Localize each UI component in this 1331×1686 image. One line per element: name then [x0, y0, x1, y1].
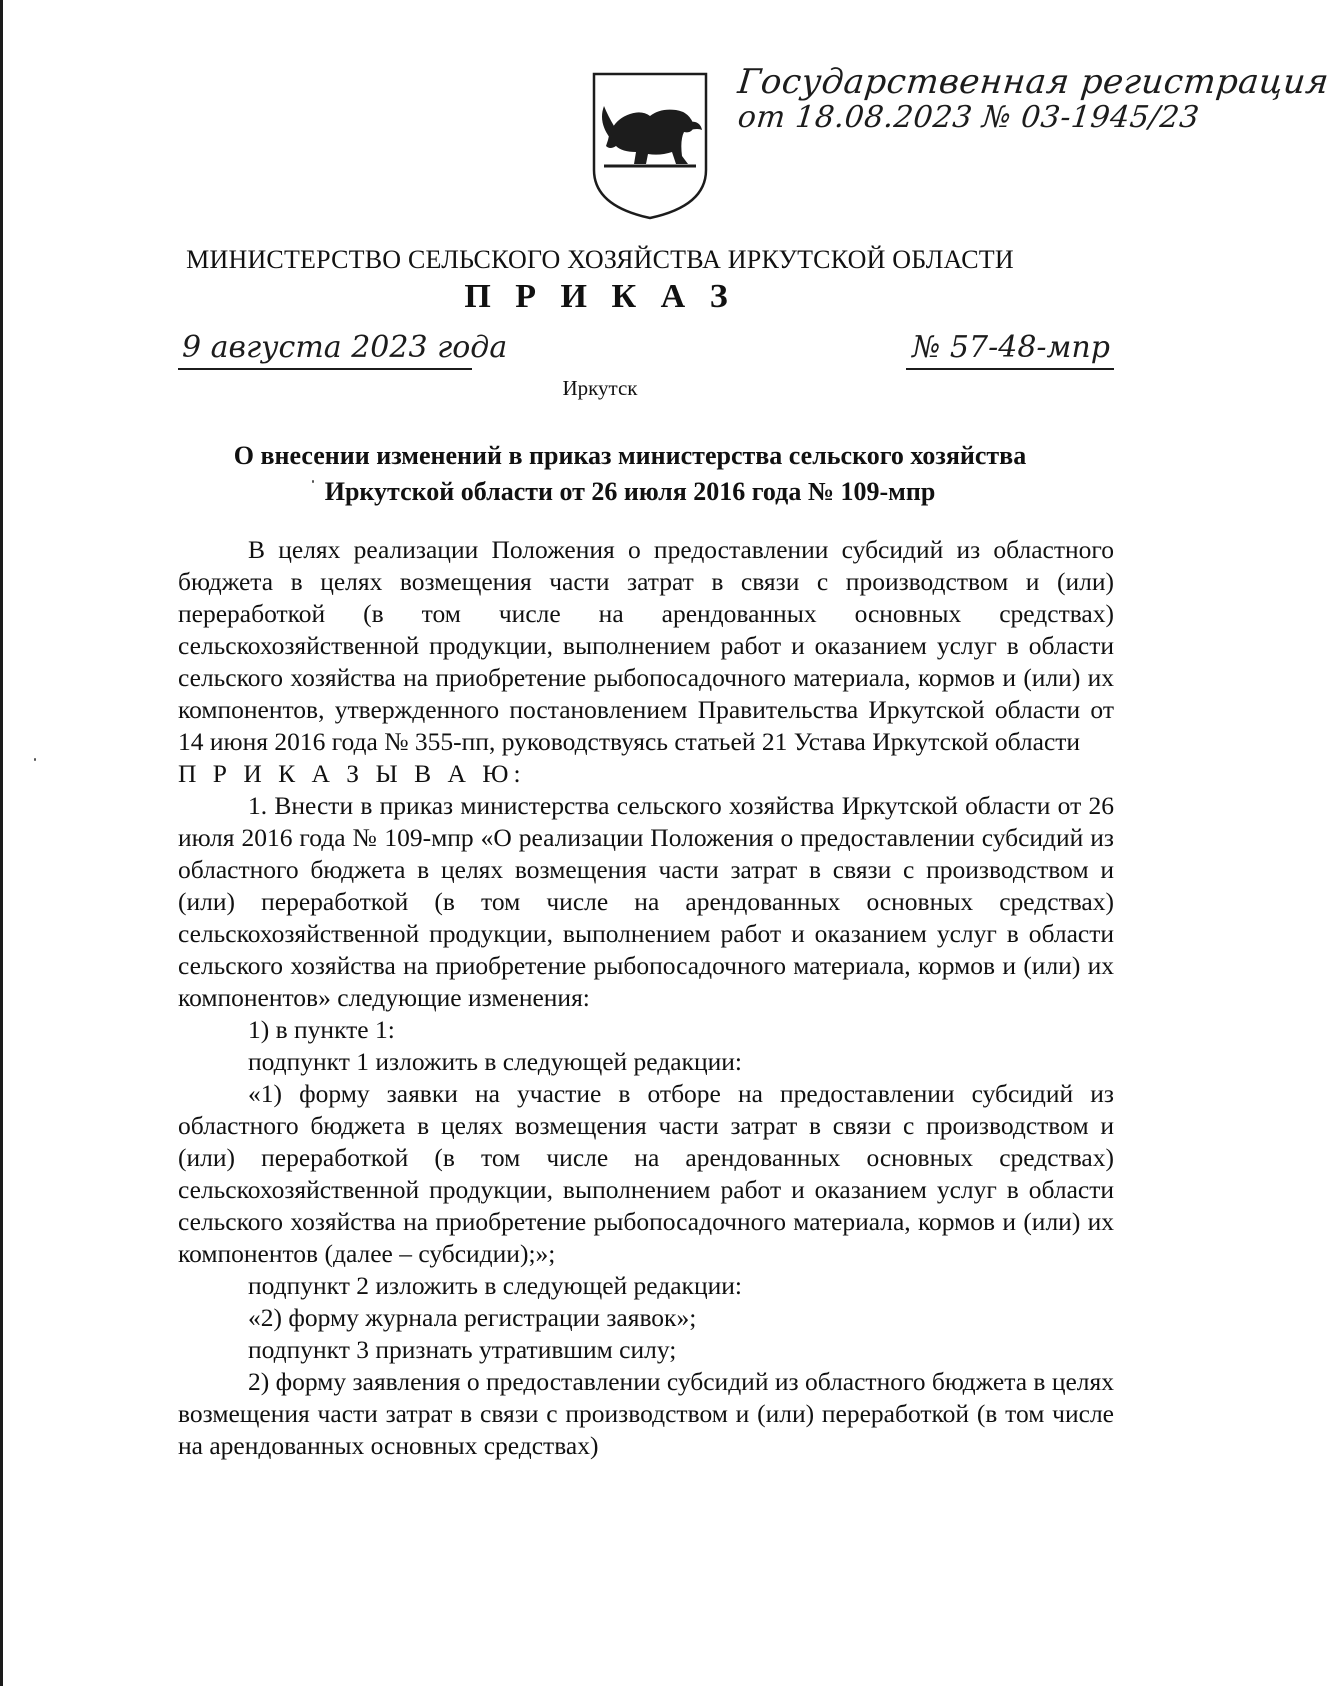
subitem-1-b: подпункт 2 изложить в следующей редакции:	[248, 1271, 742, 1300]
order-subject-line2: Иркутской области от 26 июля 2016 года № 109-мпр	[324, 477, 936, 506]
subitem-1-a: подпункт 1 изложить в следующей редакции:	[248, 1047, 742, 1076]
order-title: П Р И К А З	[464, 278, 736, 315]
date-underline	[178, 368, 472, 370]
ministry-name: МИНИСТЕРСТВО СЕЛЬСКОГО ХОЗЯЙСТВА ИРКУТСКОЙ ОБЛАСТИ	[186, 245, 1014, 274]
city: Иркутск	[562, 376, 638, 400]
order-word: П Р И К А З Ы В А Ю:	[178, 759, 526, 788]
order-subject-line1: О внесении изменений в приказ министерства сельского хозяйства	[233, 441, 1027, 470]
order-number: № 57-48-мпр	[912, 330, 1110, 365]
order-number-field	[906, 330, 1114, 374]
registration-stamp-number: от 18.08.2023 № 03-1945/23	[736, 100, 1202, 135]
emblem-of-irkutsk	[590, 70, 710, 222]
subitem-2-paragraph: 2) форму заявления о предоставлении субсидий из областного бюджета в целях возмещения части затрат в связи с производством и (или) переработкой (в том числе на арендованных основных средствах)	[178, 1367, 1114, 1460]
subitem-1: 1) в пункте 1:	[248, 1015, 395, 1044]
number-underline	[906, 368, 1114, 370]
registration-stamp	[735, 62, 1331, 135]
scan-speck	[34, 758, 36, 761]
order-date: 9 августа 2023 года	[182, 330, 508, 365]
registration-stamp-title: Государственная регистрация	[735, 62, 1331, 102]
preamble-paragraph: В целях реализации Положения о предоставлении субсидий из областного бюджета в целях возмещения части затрат в связи с производством и (или) переработкой (в том числе на арендованных основных средствах) сельскохозяйственной продукции, выполнением работ и оказанием услуг в области сельского хозяйства на приобретение рыбопосадочного материала, кормов и (или) их компонентов, утвержденного постановлением Правительства Иркутской области от 14 июня 2016 года № 355-пп, руководствуясь статьей 21 Устава Иркутской области	[178, 535, 1114, 756]
order-date-field	[178, 330, 508, 374]
order-subject	[180, 438, 1080, 510]
quote-2-paragraph: «2) форму журнала регистрации заявок»;	[248, 1303, 697, 1332]
item-1-paragraph: 1. Внести в приказ министерства сельского хозяйства Иркутской области от 26 июля 2016 года № 109-мпр «О реализации Положения о предоставлении субсидий из областного бюджета в целях возмещения части затрат в связи с производством и (или) переработкой (в том числе на арендованных основных средствах) сельскохозяйственной продукции, выполнением работ и оказанием услуг в области сельского хозяйства на приобретение рыбопосадочного материала, кормов и (или) их компонентов» следующие изменения:	[178, 791, 1114, 1012]
subitem-1-c: подпункт 3 признать утратившим силу;	[248, 1335, 677, 1364]
quote-1-paragraph: «1) форму заявки на участие в отборе на предоставлении субсидий из областного бюджета в целях возмещения части затрат в связи с производством и (или) переработкой (в том числе на арендованных основных средствах) сельскохозяйственной продукции, выполнением работ и оказанием услуг в области сельского хозяйства на приобретение рыбопосадочного материала, кормов и (или) их компонентов (далее – субсидии);»;	[178, 1079, 1114, 1268]
order-body	[178, 534, 1114, 1462]
